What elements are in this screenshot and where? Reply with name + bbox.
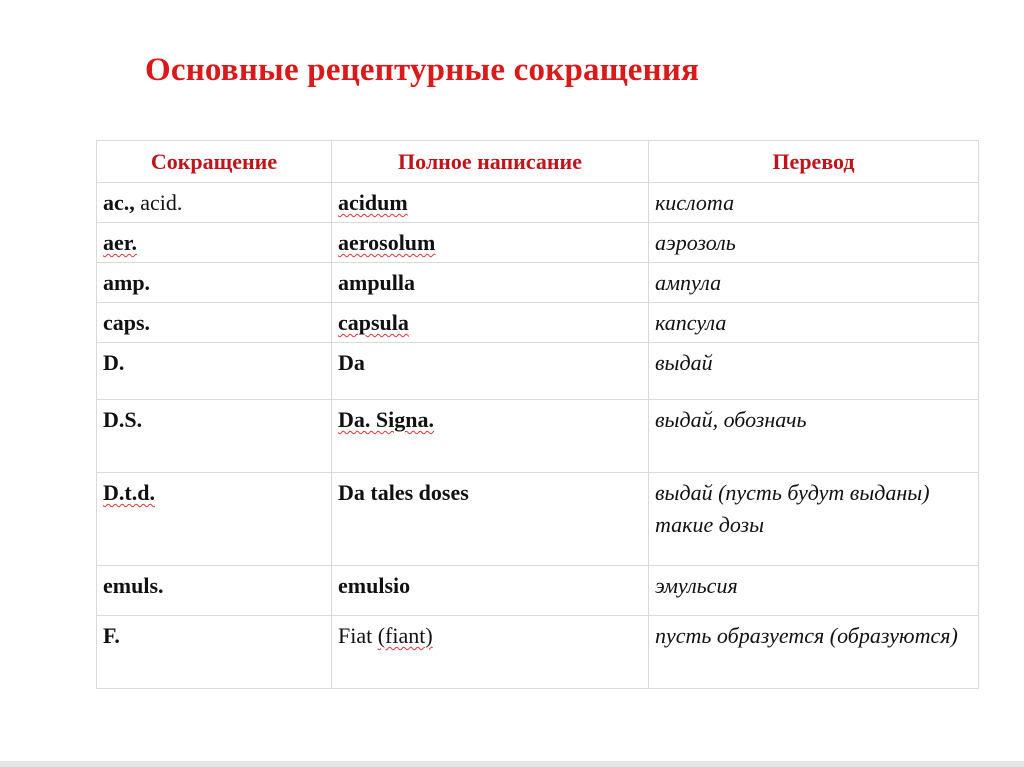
translation-cell: [649, 223, 979, 263]
full-form-text: Da. Signa.: [338, 407, 434, 432]
abbreviation-cell: [97, 473, 332, 566]
abbreviations-table: [96, 140, 979, 689]
table-row: [97, 473, 979, 566]
full-form-text: capsula: [338, 310, 409, 335]
table-row: [97, 616, 979, 689]
abbreviation-text: F.: [103, 623, 120, 648]
translation-text: выдай: [655, 350, 713, 375]
full-form-cell: [332, 263, 649, 303]
translation-text: выдай (пусть будут выданы) такие дозы: [655, 480, 930, 537]
full-form-cell: [332, 303, 649, 343]
abbreviation-cell: [97, 303, 332, 343]
translation-cell: [649, 473, 979, 566]
translation-cell: [649, 263, 979, 303]
full-form-cell: [332, 616, 649, 689]
table-row: [97, 343, 979, 400]
abbreviation-cell: [97, 223, 332, 263]
abbreviation-text: emuls.: [103, 573, 164, 598]
full-form-text: aerosolum: [338, 230, 436, 255]
translation-text: эмульсия: [655, 573, 738, 598]
full-form-text: ampulla: [338, 270, 416, 295]
translation-text: капсула: [655, 310, 727, 335]
full-form-cell: [332, 343, 649, 400]
full-form-cell: [332, 400, 649, 473]
abbreviation-text: ac.,: [103, 190, 135, 215]
translation-cell: [649, 400, 979, 473]
abbreviation-cell: [97, 566, 332, 616]
slide-title: Основные рецептурные сокращения: [145, 52, 700, 88]
translation-text: кислота: [655, 190, 735, 215]
full-form-extra-text: (fiant): [377, 623, 433, 648]
translation-text: аэрозоль: [655, 230, 736, 255]
full-form-cell: [332, 183, 649, 223]
header-full-form: Полное написание: [332, 141, 649, 183]
full-form-text: Da: [338, 350, 365, 375]
table-row: [97, 223, 979, 263]
abbreviation-text: D.: [103, 350, 125, 375]
translation-text: ампула: [655, 270, 722, 295]
abbreviation-cell: [97, 183, 332, 223]
full-form-cell: [332, 223, 649, 263]
abbreviation-extra-text: acid.: [140, 190, 183, 215]
abbreviation-text: D.t.d.: [103, 480, 155, 505]
abbreviation-cell: [97, 343, 332, 400]
translation-cell: [649, 183, 979, 223]
translation-cell: [649, 343, 979, 400]
abbreviation-text: D.S.: [103, 407, 143, 432]
header-abbreviation: Сокращение: [97, 141, 332, 183]
abbreviation-cell: [97, 616, 332, 689]
abbreviation-text: caps.: [103, 310, 151, 335]
abbreviation-text: aer.: [103, 230, 138, 255]
full-form-cell: [332, 473, 649, 566]
table-row: [97, 183, 979, 223]
translation-cell: [649, 303, 979, 343]
table-header-row: [97, 141, 979, 183]
full-form-text: acidum: [338, 190, 408, 215]
translation-cell: [649, 616, 979, 689]
full-form-text: Da tales doses: [338, 480, 469, 505]
table-row: [97, 303, 979, 343]
full-form-text: Fiat: [338, 623, 373, 648]
table-row: [97, 566, 979, 616]
table-row: [97, 400, 979, 473]
full-form-text: emulsio: [338, 573, 411, 598]
translation-text: выдай, обозначь: [655, 407, 807, 432]
header-translation: Перевод: [649, 141, 979, 183]
table-row: [97, 263, 979, 303]
abbreviation-cell: [97, 400, 332, 473]
abbreviation-text: amp.: [103, 270, 151, 295]
abbreviation-cell: [97, 263, 332, 303]
full-form-cell: [332, 566, 649, 616]
translation-cell: [649, 566, 979, 616]
translation-text: пусть образуется (образуются): [655, 623, 958, 648]
